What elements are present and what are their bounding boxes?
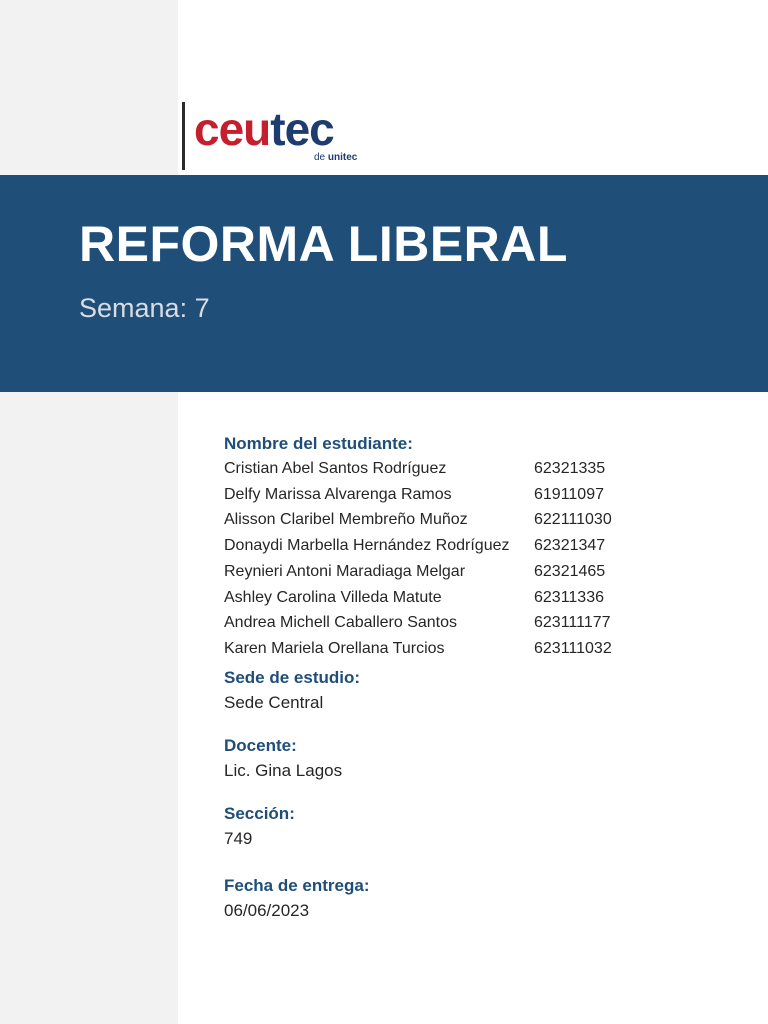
students-heading: Nombre del estudiante: (224, 434, 413, 453)
logo-subtitle (314, 152, 357, 163)
title-banner (0, 175, 768, 392)
logo-divider-bar (182, 102, 185, 170)
section-heading: Sección: (224, 803, 295, 823)
student-name: Alisson Claribel Membreño Muñoz (224, 511, 468, 529)
student-id: 623111032 (534, 639, 612, 657)
section-value: 749 (224, 828, 253, 848)
student-name: Cristian Abel Santos Rodríguez (224, 460, 447, 477)
student-row (224, 482, 744, 508)
student-list (224, 456, 744, 662)
student-id: 62311336 (534, 588, 604, 606)
campus-heading: Sede de estudio: (224, 667, 361, 687)
document-title: REFORMA LIBERAL (79, 216, 568, 272)
student-id: 623111177 (534, 614, 611, 632)
logo-sub-prefix: de (314, 152, 328, 163)
student-id: 62321347 (534, 537, 606, 555)
logo-wordmark (194, 103, 334, 155)
left-margin-strip (0, 0, 178, 1024)
student-row (224, 610, 744, 636)
student-name: Karen Mariela Orellana Turcios (224, 639, 445, 657)
logo-sub-brand: unitec (327, 152, 358, 163)
student-id: 622111030 (534, 511, 612, 529)
student-name: Delfy Marissa Alvarenga Ramos (224, 485, 452, 503)
student-id: 62321335 (534, 460, 606, 477)
student-id: 61911097 (534, 485, 604, 503)
logo-ceu-text: ceu (194, 103, 271, 155)
student-row (224, 585, 744, 611)
student-id: 62321465 (534, 562, 606, 580)
ceutec-logo (180, 100, 380, 172)
campus-value: Sede Central (224, 692, 324, 712)
student-row (224, 559, 744, 585)
student-name: Andrea Michell Caballero Santos (224, 614, 458, 632)
student-row (224, 507, 744, 533)
logo-tec-text: tec (270, 103, 334, 155)
delivery-date-value: 06/06/2023 (224, 900, 310, 920)
cover-details (224, 432, 744, 924)
teacher-value: Lic. Gina Lagos (224, 760, 343, 780)
student-row (224, 636, 744, 662)
student-row (224, 533, 744, 559)
student-name: Ashley Carolina Villeda Matute (224, 588, 442, 606)
student-name: Reynieri Antoni Maradiaga Melgar (224, 562, 466, 580)
teacher-heading: Docente: (224, 735, 297, 755)
student-row (224, 456, 744, 482)
document-subtitle: Semana: 7 (79, 293, 210, 323)
student-name: Donaydi Marbella Hernández Rodríguez (224, 537, 510, 555)
delivery-date-heading: Fecha de entrega: (224, 875, 370, 895)
